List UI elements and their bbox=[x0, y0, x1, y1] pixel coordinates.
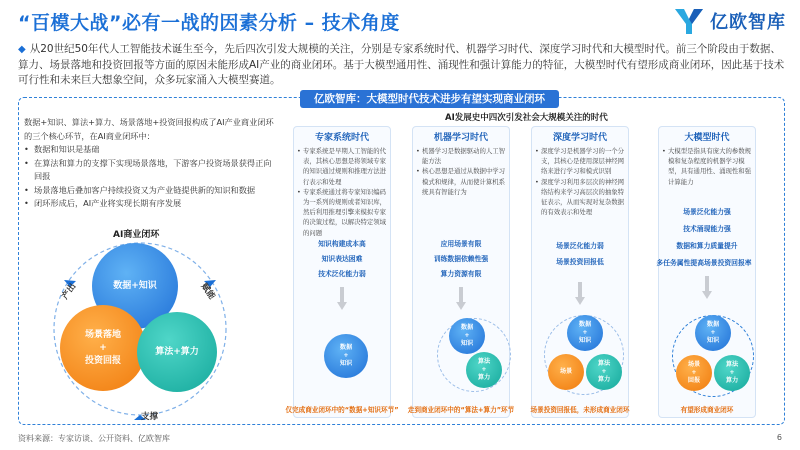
logo bbox=[672, 6, 786, 36]
loop-bullet-list bbox=[24, 143, 274, 211]
mini-circle-label: 数据 + 知识 bbox=[460, 324, 474, 347]
era-tag: 场景泛化能力弱 bbox=[556, 242, 604, 250]
mini-circle-algo bbox=[466, 352, 502, 388]
mini-circle-label: 数据 + 知识 bbox=[339, 344, 353, 367]
loop-label-invest: 赋能 bbox=[198, 281, 217, 302]
era-description bbox=[416, 146, 508, 197]
era-description bbox=[297, 146, 389, 238]
intro-paragraph bbox=[18, 42, 786, 89]
mini-circle-algo bbox=[586, 354, 622, 390]
era-title: 深度学习时代 bbox=[552, 133, 607, 143]
loop-bullet: • 数据和知识是基础 bbox=[24, 143, 274, 157]
arrow-down-icon bbox=[337, 287, 347, 311]
era-tag: 多任务属性提高场景投资回报率 bbox=[656, 259, 752, 267]
source-note: 资料来源：专家访谈、公开资料、亿欧智库 bbox=[18, 434, 170, 443]
loop-label-support: 支撑 bbox=[141, 412, 159, 422]
era-desc-item: • 深度学习利用多层次的神经网络结构来学习高层次的抽象特征表示，从而实现对复杂数据的有效表示和处理 bbox=[535, 177, 627, 218]
era-title: 机器学习时代 bbox=[433, 133, 488, 143]
mini-circle-label: 算法 + 算力 bbox=[477, 358, 491, 381]
loop-bullet: • 闭环形成后，AI产业将实现长期有序发展 bbox=[24, 197, 274, 211]
circle-data-knowledge: 数据+知识 bbox=[92, 243, 178, 329]
era-desc-item: • 专家系统是早期人工智能的代表，其核心思想是将领域专家的知识通过规则和推理方法进行表示和处理 bbox=[297, 146, 389, 187]
diamond-bullet-icon: ◆ bbox=[18, 44, 26, 55]
mini-circle-label: 数据 + 知识 bbox=[706, 321, 720, 344]
mini-circle-label: 算法 + 算力 bbox=[725, 361, 739, 384]
era-desc-item: • 核心思想是通过从数据中学习模式和规律，从而使计算机系统具有智能行为 bbox=[416, 166, 508, 197]
mini-circle-data bbox=[449, 318, 485, 354]
arrow-down-icon bbox=[575, 282, 585, 306]
mini-circle-label: 算法 + 算力 bbox=[597, 360, 611, 383]
loop-lead: 数据+知识、算法+算力、场景落地+投资回报构成了AI产业商业闭环的三个核心环节，在AI商业闭环中： bbox=[24, 117, 274, 141]
era-footer: 场景投资回报低，未形成商业闭环 bbox=[530, 406, 630, 414]
era-description bbox=[662, 146, 754, 187]
mini-circle-scene bbox=[676, 355, 712, 391]
circle-scene-label: 场景落地 + 投资回报 bbox=[84, 329, 121, 366]
loop-bullet: • 场景落地后叠加客户持续投资又为产业链提供新的知识和数据 bbox=[24, 184, 274, 198]
era-tag: 知识表达困难 bbox=[321, 255, 363, 263]
era-tag: 场景投资回报低 bbox=[556, 258, 604, 266]
mini-circle-data bbox=[324, 334, 368, 378]
mini-circle-label: 场景 bbox=[559, 368, 573, 375]
era-footer: 仅完成商业闭环中的“数据+知识环节” bbox=[285, 406, 399, 414]
loop-title: AI商业闭环 bbox=[113, 230, 160, 240]
mini-circle-scene bbox=[548, 354, 584, 390]
eras-subtitle: AI发展史中四次引发社会大规模关注的时代 bbox=[445, 113, 608, 123]
arrow-down-icon bbox=[702, 276, 712, 300]
era-tag: 技术泛化能力弱 bbox=[318, 270, 366, 278]
arrow-down-icon bbox=[456, 287, 466, 311]
logo-name: 亿欧智库 bbox=[710, 12, 786, 33]
loop-bullet: • 在算法和算力的支撑下实现场景落地，下游客户投资场景获得正向回报 bbox=[24, 157, 274, 184]
era-tag: 应用场景有限 bbox=[440, 240, 482, 248]
era-footer: 有望形成商业闭环 bbox=[680, 406, 734, 414]
loop-label-output: 产出 bbox=[60, 281, 79, 302]
era-tag: 场景泛化能力强 bbox=[683, 208, 731, 216]
page-title: “百模大战”必有一战的因素分析 – 技术角度 bbox=[18, 12, 400, 34]
era-tag: 算力资源有限 bbox=[440, 270, 482, 278]
yiou-logo-icon bbox=[672, 6, 706, 36]
era-tag: 数据和算力质量提升 bbox=[676, 242, 738, 250]
era-title: 大模型时代 bbox=[684, 133, 730, 143]
era-desc-item: • 深度学习是机器学习的一个分支，其核心是使用深层神经网络来进行学习和模式识别 bbox=[535, 146, 627, 177]
era-tag: 知识构建成本高 bbox=[318, 240, 366, 248]
mini-circle-label: 数据 + 知识 bbox=[578, 321, 592, 344]
era-footer: 走到商业闭环中的“算法+算力”环节 bbox=[407, 406, 515, 414]
mini-circle-algo bbox=[714, 355, 750, 391]
era-desc-item: • 大模型是指具有庞大的参数规模和复杂程度的机器学习模型，具有通用性、涌现性和强计算能力 bbox=[662, 146, 754, 187]
loop-explanation bbox=[24, 116, 274, 211]
era-desc-item: • 机器学习是数据驱动的人工智能方法 bbox=[416, 146, 508, 166]
era-desc-item: • 专家系统通过将专家知识编码为一系列的规则或者知识库，然后利用推理引擎来模拟专家的决策过程，以解决特定领域的问题 bbox=[297, 187, 389, 238]
mini-circle-label: 场景 + 回报 bbox=[687, 361, 701, 384]
era-title: 专家系统时代 bbox=[314, 133, 369, 143]
circle-scene-roi bbox=[60, 305, 146, 391]
mini-circle-data bbox=[695, 315, 731, 351]
era-description bbox=[535, 146, 627, 217]
page-number: 6 bbox=[776, 433, 782, 442]
era-tag: 训练数据依赖性强 bbox=[433, 255, 489, 263]
era-tag: 技术涌现能力强 bbox=[683, 225, 731, 233]
intro-text: 从20世纪50年代人工智能技术诞生至今，先后四次引发大规模的关注，分别是专家系统时代、机器学习时代、深度学习时代和大模型时代。前三个阶段由于数据、算力、场景落地和投资回报等方面的原因未能形成AI产业的商业闭环。基于大模型通用性、涌现性和强计算能力的特征，大模型时代有望形成商业闭环，因此基于技术可行性和未来巨大想象空间，众多玩家涌入大模型赛道。 bbox=[18, 43, 785, 86]
mini-circle-data bbox=[567, 315, 603, 351]
circle-algorithm-compute: 算法+算力 bbox=[137, 312, 217, 392]
frame-label: 亿欧智库：大模型时代技术进步有望实现商业闭环 bbox=[300, 90, 559, 108]
